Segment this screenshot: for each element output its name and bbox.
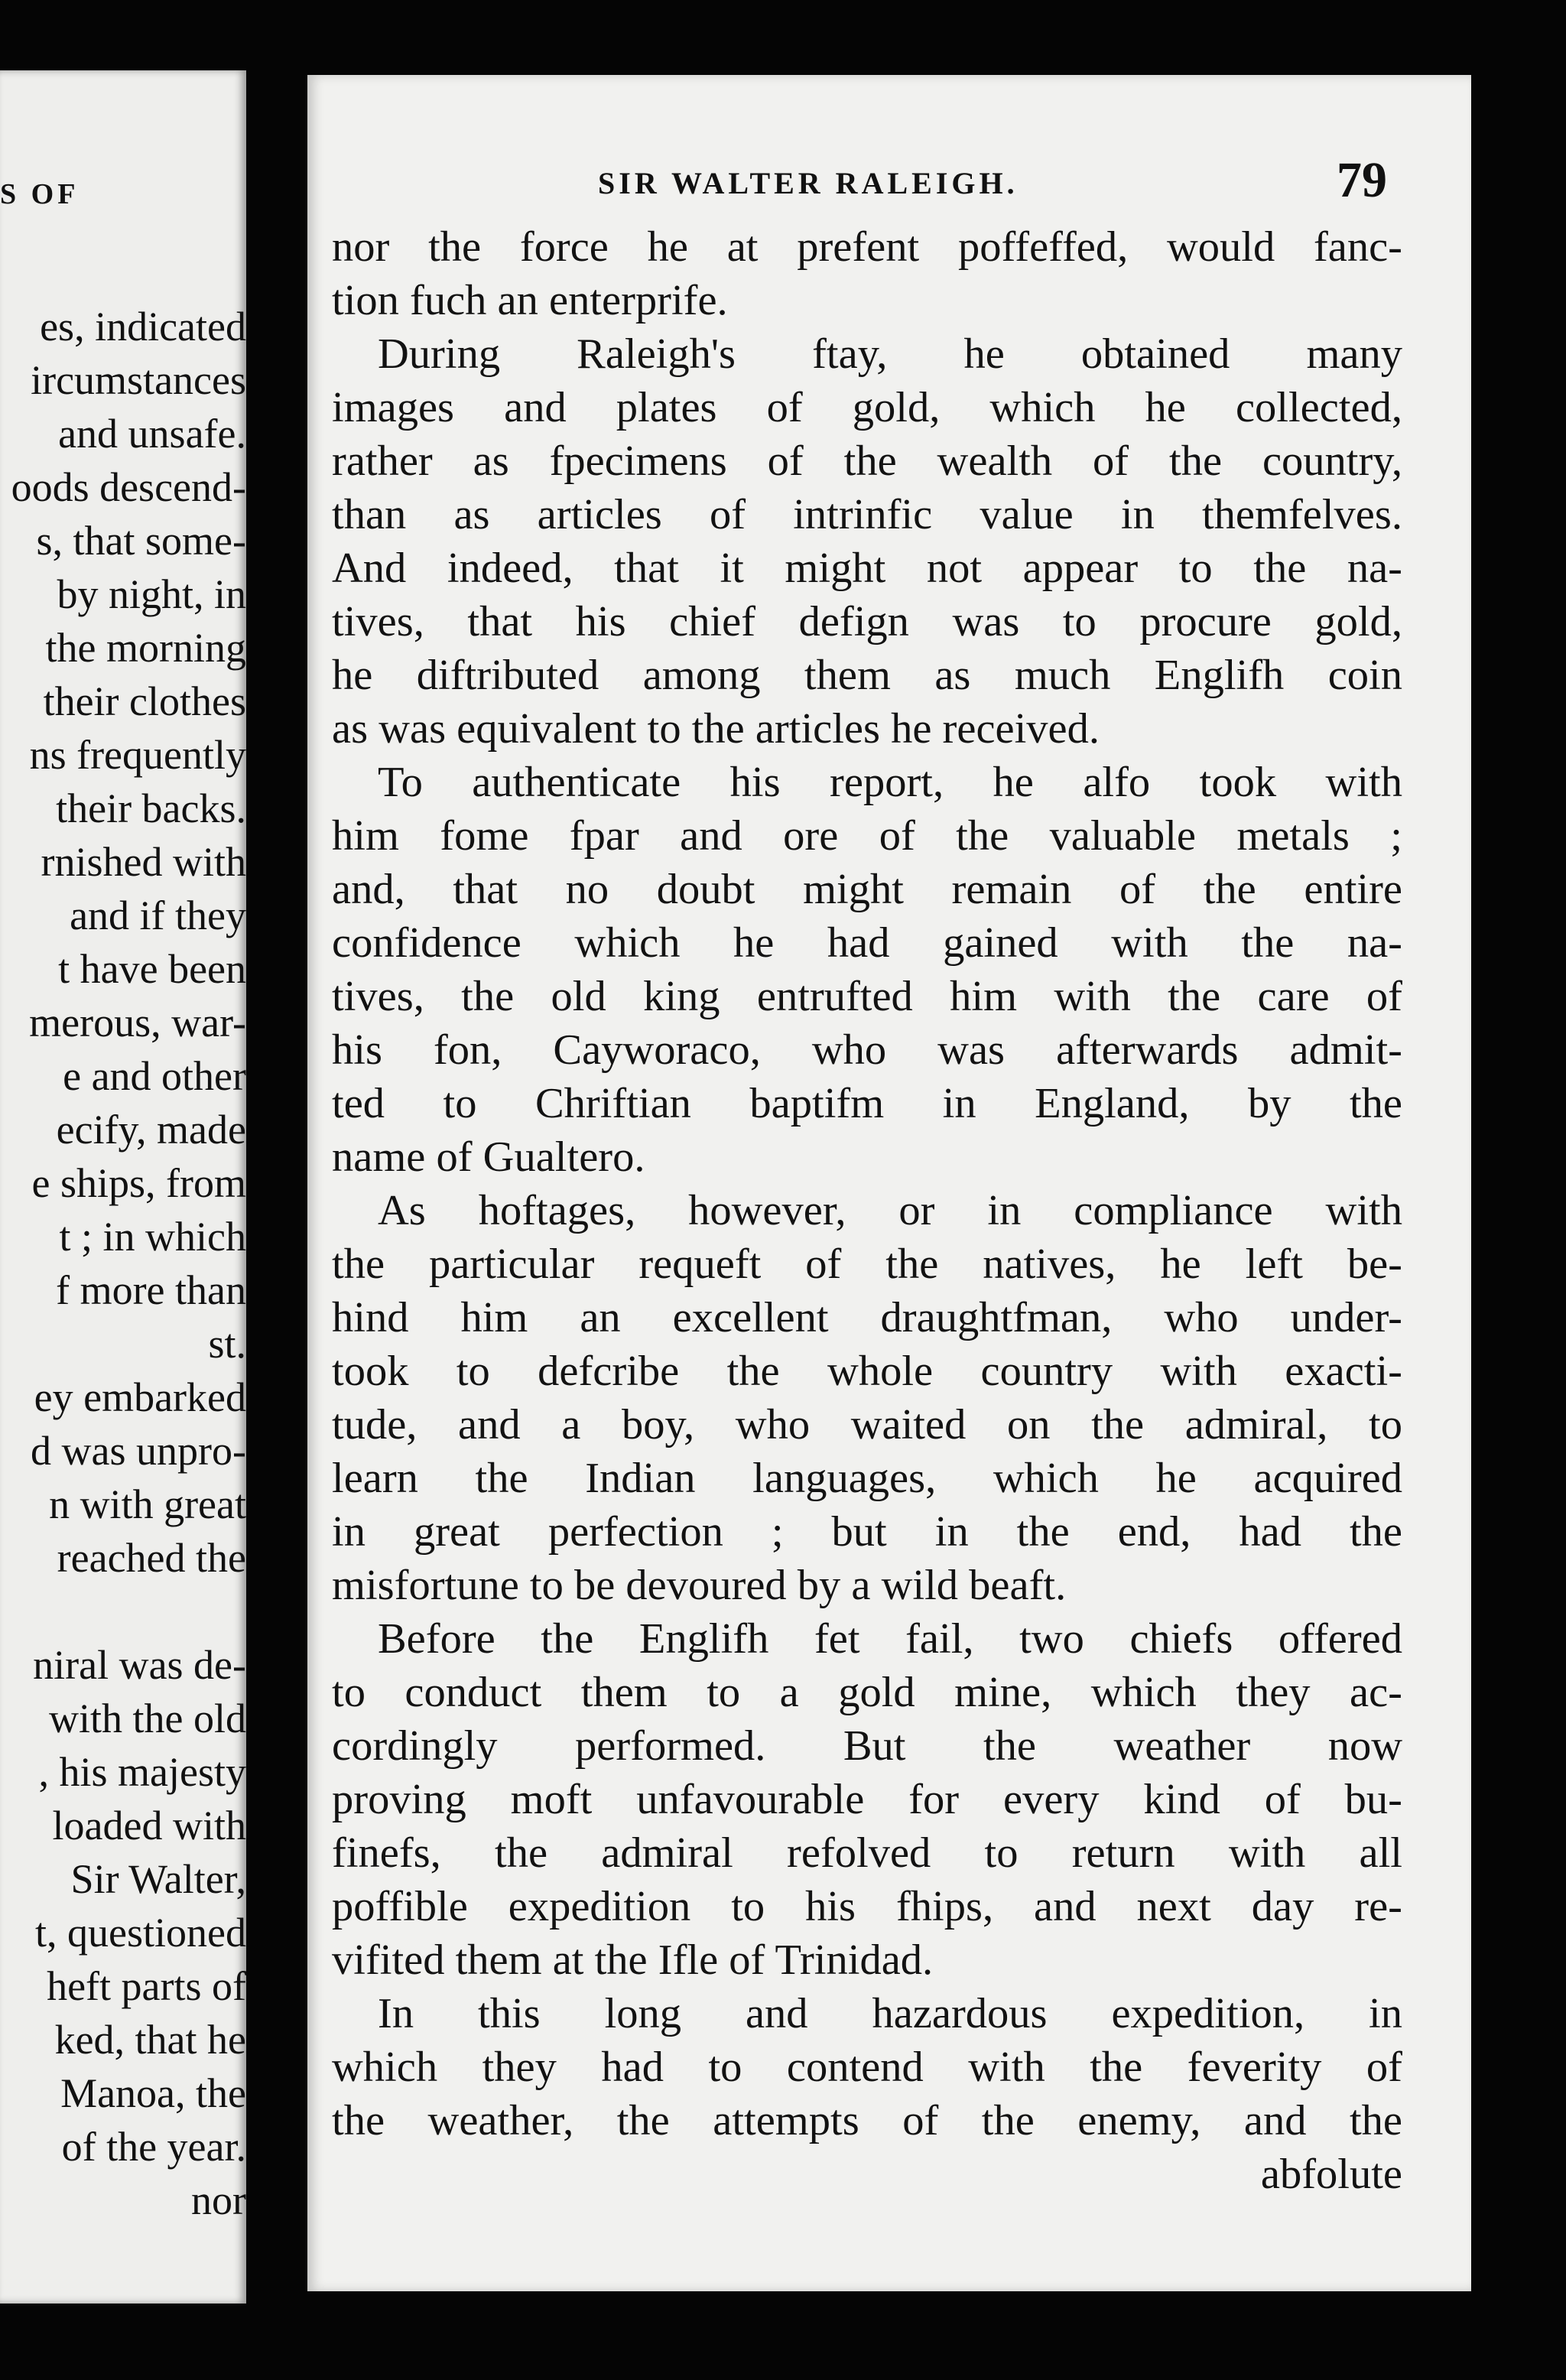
left-page-line: d was unpro- (31, 1428, 246, 1474)
left-page-line: st. (208, 1321, 246, 1367)
text-line: proving moft unfavourable for every kind of bu- (332, 1776, 1402, 1823)
text-line: Before the Englifh fet fail, two chiefs offered (378, 1615, 1402, 1663)
left-page-line: Sir Walter, (70, 1856, 246, 1902)
text-line: tude, and a boy, who waited on the admiral, to (332, 1401, 1402, 1448)
text-line: the weather, the attempts of the enemy, and the (332, 2097, 1402, 2144)
left-page-line: t, questioned (35, 1910, 246, 1956)
left-page-line: e ships, from (31, 1160, 246, 1206)
text-line: to conduct them to a gold mine, which they ac- (332, 1669, 1402, 1716)
left-page-line: , his majesty (38, 1749, 246, 1795)
left-page-line: es, indicated (40, 304, 246, 350)
left-page-line: oods descend- (11, 464, 246, 510)
text-line: his fon, Cayworaco, who was afterwards admit- (332, 1026, 1402, 1074)
text-line: As hoftages, however, or in compliance with (378, 1187, 1402, 1234)
text-line: he diftributed among them as much Englifh coin (332, 652, 1402, 699)
left-page-line: ircumstances (31, 357, 246, 403)
left-page-line: of the year. (61, 2124, 246, 2170)
text-line: hind him an excellent draughtfman, who under- (332, 1294, 1402, 1341)
left-page-line: niral was de- (33, 1642, 246, 1688)
page-number: 79 (1337, 152, 1387, 208)
text-line: misfortune to be devoured by a wild beaft. (332, 1562, 1067, 1609)
text-line: During Raleigh's ftay, he obtained many (378, 330, 1402, 378)
text-line: ted to Chriftian baptifm in England, by the (332, 1080, 1402, 1127)
left-page-line: e and other (63, 1053, 246, 1099)
left-page-line: and unsafe. (58, 411, 246, 457)
text-line: poffible expedition to his fhips, and next day re- (332, 1883, 1402, 1930)
text-line: finefs, the admiral refolved to return with all (332, 1829, 1402, 1877)
text-line: tives, the old king entrufted him with the care of (332, 973, 1402, 1020)
left-page-line: n with great (49, 1481, 246, 1527)
right-page (307, 75, 1471, 2291)
left-page-line: ns frequently (29, 732, 246, 778)
left-page-line: s, that some- (36, 518, 246, 564)
text-line: confidence which he had gained with the na- (332, 919, 1402, 967)
text-line: vifited them at the Ifle of Trinidad. (332, 1936, 934, 1984)
left-page-line: and if they (70, 892, 246, 938)
text-line: in great perfection ; but in the end, had the (332, 1508, 1402, 1556)
text-line: rather as fpecimens of the wealth of the country, (332, 437, 1402, 485)
left-running-head: S OF (0, 178, 80, 210)
left-page-line: merous, war- (29, 1000, 246, 1045)
left-page-line: by night, in (57, 571, 246, 617)
text-line: as was equivalent to the articles he received. (332, 705, 1100, 753)
text-line: than as articles of intrinfic value in themfelves. (332, 491, 1402, 538)
left-page-line: with the old (49, 1696, 246, 1741)
text-line: him fome fpar and ore of the valuable metals ; (332, 812, 1402, 860)
left-page-line: t ; in which (59, 1214, 246, 1260)
text-line: took to defcribe the whole country with exacti- (332, 1348, 1402, 1395)
text-line: To authenticate his report, he alfo took with (378, 759, 1402, 806)
left-page-line: their backs. (56, 785, 246, 831)
left-page-line: the morning (45, 625, 246, 671)
left-page-line: ked, that he (54, 2017, 246, 2063)
text-line: nor the force he at prefent poffeffed, would fanc- (332, 223, 1402, 271)
left-page-line: their clothes (43, 678, 246, 724)
text-line: tives, that his chief defign was to procure gold, (332, 598, 1402, 645)
text-line: In this long and hazardous expedition, in (378, 1990, 1402, 2037)
left-page-line: heft parts of (47, 1963, 246, 2009)
left-page-line: t have been (58, 946, 246, 992)
text-line: And indeed, that it might not appear to the na- (332, 545, 1402, 592)
left-page-line: loaded with (52, 1803, 246, 1848)
left-page-line: f more than (56, 1267, 246, 1313)
left-page-line: rnished with (41, 839, 246, 885)
left-page-line: Manoa, the (60, 2070, 246, 2116)
text-line: tion fuch an enterprife. (332, 277, 728, 324)
left-page-line: ey embarked (34, 1374, 246, 1420)
running-head: SIR WALTER RALEIGH. (598, 166, 1019, 200)
text-line: abfolute (1260, 2151, 1402, 2198)
text-line: images and plates of gold, which he collected, (332, 384, 1402, 431)
left-page-line: nor (191, 2177, 246, 2223)
text-line: name of Gualtero. (332, 1133, 645, 1181)
left-page-line: reached the (57, 1535, 246, 1581)
left-page-text (0, 300, 246, 2227)
text-line: cordingly performed. But the weather now (332, 1722, 1402, 1770)
book-gutter (246, 0, 309, 2380)
text-line: learn the Indian languages, which he acquired (332, 1455, 1402, 1502)
left-page-line (0, 1585, 246, 1638)
text-line: which they had to contend with the feverity of (332, 2043, 1402, 2091)
body-text (332, 220, 1402, 2201)
left-page-line: ecify, made (56, 1107, 246, 1153)
left-facing-page (0, 70, 246, 2304)
text-line: and, that no doubt might remain of the entire (332, 866, 1402, 913)
text-line: the particular requeft of the natives, he left be- (332, 1240, 1402, 1288)
